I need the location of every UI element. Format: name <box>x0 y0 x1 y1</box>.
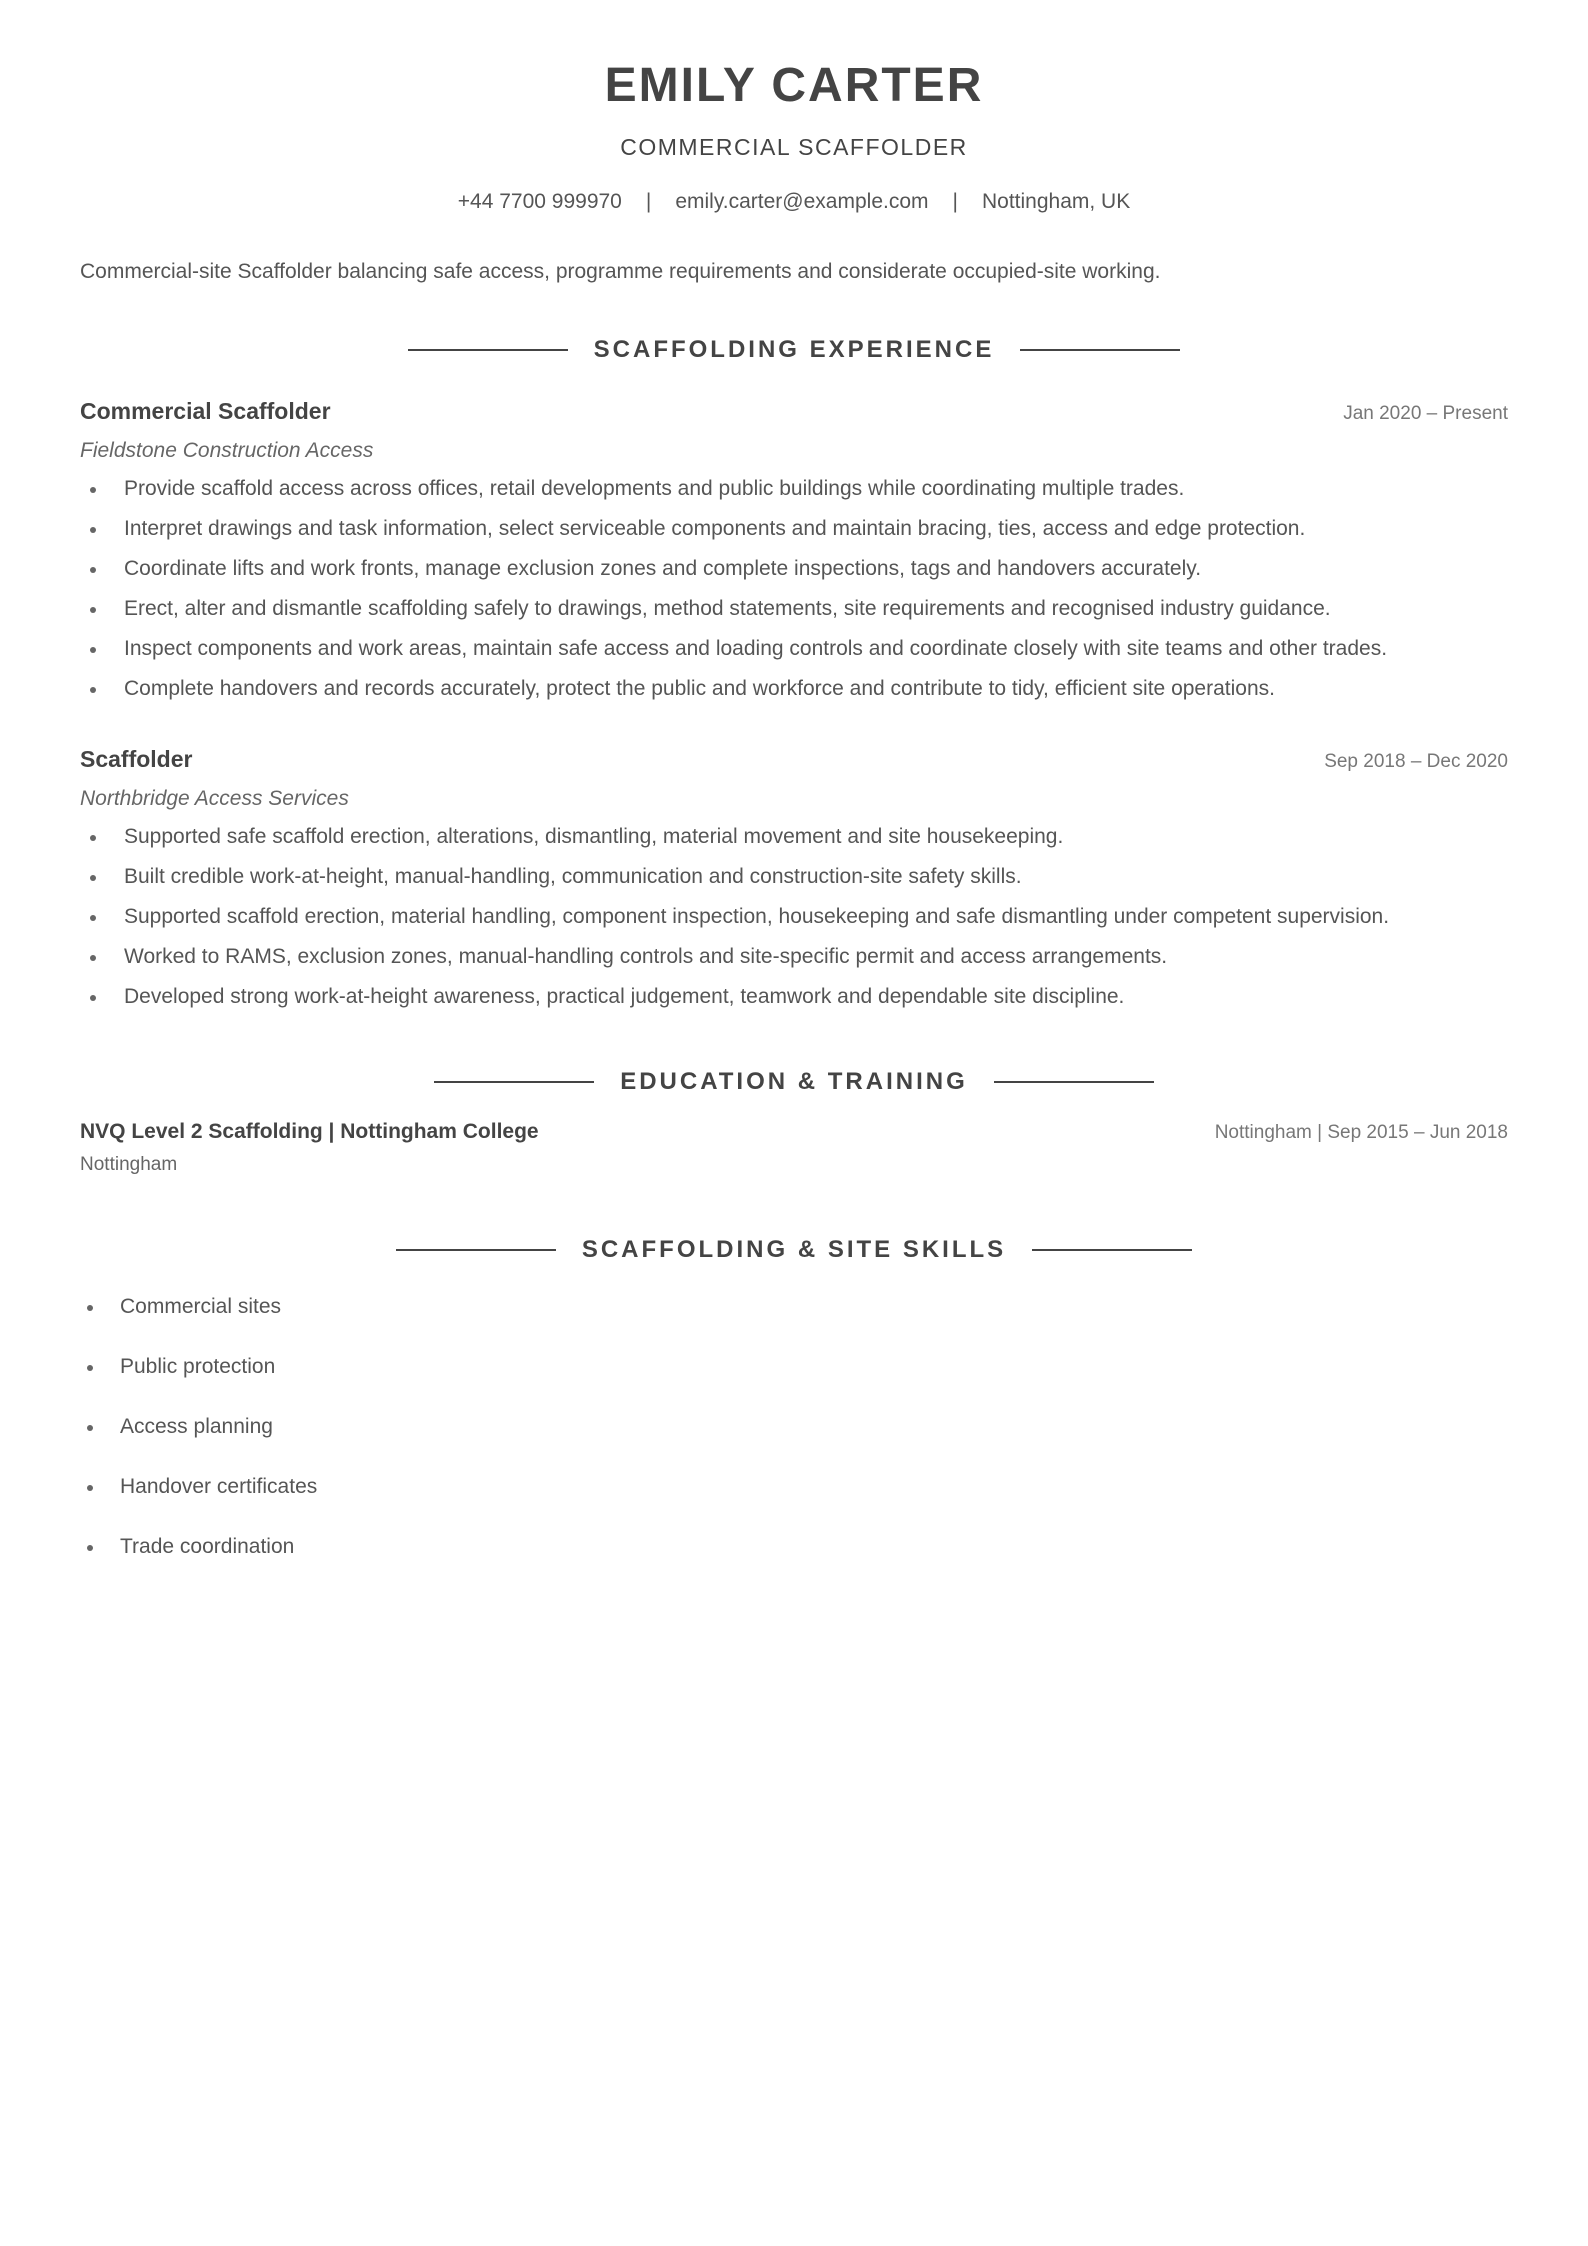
list-item <box>80 825 1508 865</box>
bullet-text: Worked to RAMS, exclusion zones, manual-handling controls and site-specific permit and access arrangements. <box>124 945 1168 968</box>
bullet-text: Built credible work-at-height, manual-handling, communication and construction-site safety skills. <box>124 865 1022 888</box>
contact-separator: | <box>952 190 958 213</box>
bullet-dot <box>90 567 96 573</box>
section-heading-skills <box>0 1236 1588 1264</box>
job-dates: Jan 2020 – Present <box>1343 403 1508 424</box>
list-item <box>80 517 1508 557</box>
bullet-dot <box>90 487 96 493</box>
skill-text: Access planning <box>120 1415 273 1438</box>
bullet-text: Provide scaffold access across offices, retail developments and public buildings while coordinating multiple trades. <box>124 477 1185 500</box>
education-location: Nottingham <box>80 1154 178 1175</box>
bullet-text: Supported safe scaffold erection, alterations, dismantling, material movement and site housekeeping. <box>124 825 1064 848</box>
education-title: NVQ Level 2 Scaffolding | Nottingham College <box>80 1120 539 1143</box>
bullet-dot <box>90 875 96 881</box>
bullet-dot <box>87 1425 93 1431</box>
bullet-dot <box>87 1485 93 1491</box>
list-item <box>80 477 1508 517</box>
heading-rule-left <box>408 349 568 351</box>
job-header <box>80 746 1508 773</box>
bullet-dot <box>90 995 96 1001</box>
bullet-text: Developed strong work-at-height awareness, practical judgement, teamwork and dependable site discipline. <box>124 985 1125 1008</box>
list-item <box>80 865 1508 905</box>
bullet-text: Supported scaffold erection, material handling, component inspection, housekeeping and safe dismantling under competent supervision. <box>124 905 1390 928</box>
list-item <box>80 1535 1508 1595</box>
job-entry <box>80 398 1508 717</box>
list-item <box>80 1295 1508 1355</box>
bullet-text: Interpret drawings and task information, select serviceable components and maintain bracing, ties, access and edge protection. <box>124 517 1306 540</box>
list-item <box>80 637 1508 677</box>
bullet-dot <box>87 1305 93 1311</box>
contact-line <box>0 190 1588 214</box>
skills-list <box>80 1295 1508 1595</box>
list-item <box>80 597 1508 637</box>
heading-rule-right <box>1032 1249 1192 1251</box>
education-entry <box>80 1120 1508 1176</box>
candidate-name: EMILY CARTER <box>604 59 984 112</box>
job-dates: Sep 2018 – Dec 2020 <box>1324 751 1508 772</box>
section-heading-education <box>0 1068 1588 1096</box>
bullet-dot <box>90 955 96 961</box>
bullet-dot <box>87 1545 93 1551</box>
section-title: SCAFFOLDING & SITE SKILLS <box>581 1236 1007 1263</box>
heading-rule-right <box>994 1081 1154 1083</box>
heading-rule-left <box>396 1249 556 1251</box>
section-heading-experience <box>0 336 1588 364</box>
skill-text: Trade coordination <box>120 1535 295 1558</box>
job-bullets <box>80 477 1508 717</box>
job-company: Northbridge Access Services <box>80 787 349 810</box>
section-title: EDUCATION & TRAINING <box>620 1068 968 1095</box>
list-item <box>80 1415 1508 1475</box>
list-item <box>80 945 1508 985</box>
bullet-dot <box>90 527 96 533</box>
bullet-text: Complete handovers and records accurately, protect the public and workforce and contribute to tidy, efficient site operations. <box>124 677 1275 700</box>
bullet-text: Coordinate lifts and work fronts, manage exclusion zones and complete inspections, tags and handovers accurately. <box>124 557 1202 580</box>
profile-summary: Commercial-site Scaffolder balancing safe access, programme requirements and considerate occupied-site working. <box>80 260 1161 283</box>
education-header <box>80 1120 1508 1144</box>
list-item <box>80 905 1508 945</box>
job-title-headline: COMMERCIAL SCAFFOLDER <box>620 134 968 160</box>
skill-text: Handover certificates <box>120 1475 318 1498</box>
list-item <box>80 557 1508 597</box>
heading-rule-right <box>1020 349 1180 351</box>
location: Nottingham, UK <box>981 190 1131 213</box>
skill-text: Commercial sites <box>120 1295 282 1318</box>
email-address: emily.carter@example.com <box>675 190 929 213</box>
skill-text: Public protection <box>120 1355 276 1378</box>
job-header <box>80 398 1508 425</box>
bullet-dot <box>90 835 96 841</box>
bullet-dot <box>90 607 96 613</box>
bullet-dot <box>87 1365 93 1371</box>
contact-separator: | <box>645 190 652 213</box>
job-role: Commercial Scaffolder <box>80 398 331 424</box>
bullet-text: Inspect components and work areas, maintain safe access and loading controls and coordinate closely with site teams and other trades. <box>124 637 1388 660</box>
bullet-text: Erect, alter and dismantle scaffolding safely to drawings, method statements, site requirements and recognised industry guidance. <box>124 597 1331 620</box>
list-item <box>80 1475 1508 1535</box>
bullet-dot <box>90 915 96 921</box>
list-item <box>80 677 1508 717</box>
education-meta: Nottingham | Sep 2015 – Jun 2018 <box>1214 1122 1508 1143</box>
phone-number: +44 7700 999970 <box>457 190 622 213</box>
list-item <box>80 985 1508 1025</box>
job-entry <box>80 746 1508 1025</box>
job-role: Scaffolder <box>80 746 193 772</box>
bullet-dot <box>90 647 96 653</box>
list-item <box>80 1355 1508 1415</box>
job-bullets <box>80 825 1508 1025</box>
heading-rule-left <box>434 1081 594 1083</box>
section-title: SCAFFOLDING EXPERIENCE <box>593 336 995 363</box>
bullet-dot <box>90 687 96 693</box>
job-company: Fieldstone Construction Access <box>80 439 374 462</box>
